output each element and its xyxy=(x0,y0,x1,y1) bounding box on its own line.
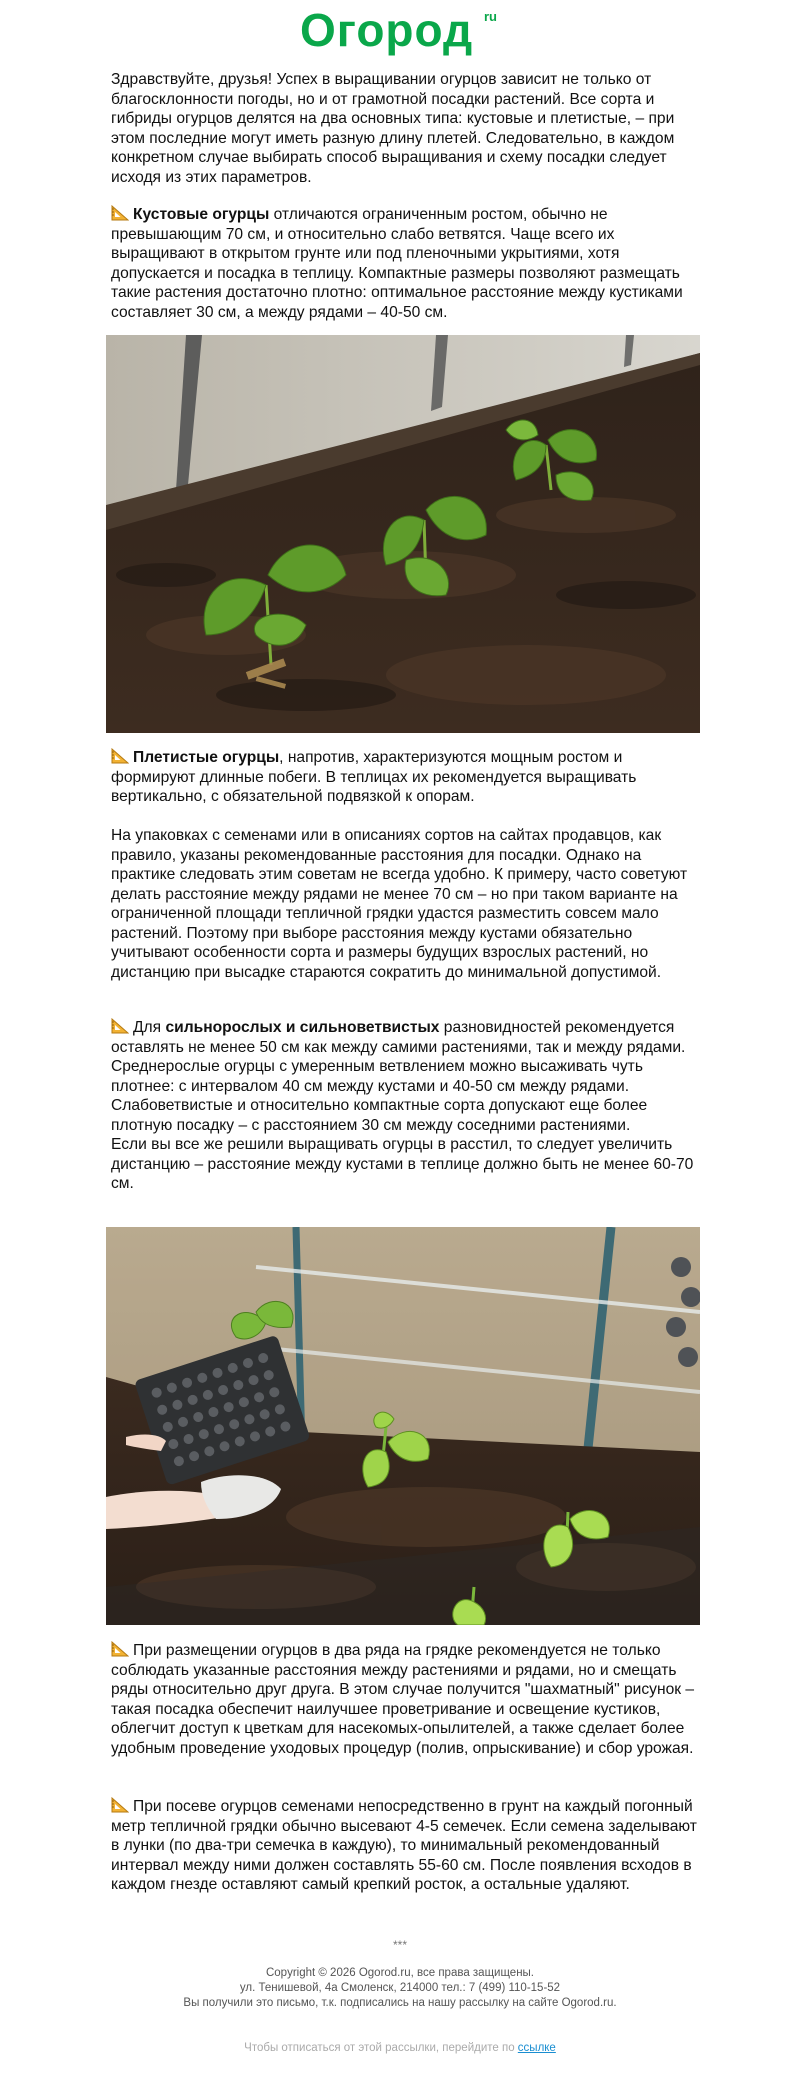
medium-text: Среднерослые огурцы с умеренным ветвлением можно высаживать чуть плотнее: с интервалом 40 см между кустами и 40-50 см между рядами. xyxy=(111,1058,643,1095)
intro-paragraph xyxy=(111,70,697,187)
triangular-ruler-icon xyxy=(111,1018,129,1034)
seeds-paragraph xyxy=(111,1797,697,1895)
footer-separator: *** xyxy=(392,1938,407,1952)
email-header xyxy=(0,0,800,60)
footer-reason: Вы получили это письмо, т.к. подписались на нашу рассылку на сайте Ogorod.ru. xyxy=(183,1997,617,2009)
footer-address: ул. Тенишевой, 4а Смоленск, 214000 тел.: 7 (499) 110-15-52 xyxy=(239,1982,561,1994)
tall-prefix: Для xyxy=(133,1019,166,1036)
ogorod-logo[interactable] xyxy=(300,6,510,54)
intro-text: Здравствуйте, друзья! Успех в выращивании огурцов зависит не только от благосклонности погоды, но и от грамотной посадки растений. Все сорта и гибриды огурцов делятся на два основных типа: кустовые и плетистые, – при этом последние могут иметь разную длину плетей. Следовательно, в каждом конкретном случае выбирать способ выращивания и схему посадки следует исходя из этих параметров. xyxy=(111,71,675,186)
trellis-text: Если вы все же решили выращивать огурцы в расстил, то следует увеличить дистанцию – расстояние между кустами в теплице должно быть не менее 60-70 см. xyxy=(111,1136,694,1192)
bush-text: отличаются ограниченным ростом, обычно не превышающим 70 см, и относительно слабо ветвятся. Чаще всего их выращивают в открытом грунте или под пленочными укрытиями, хотя допускается и посадка в теплицу. Компактные размеры позволяют размещать такие растения достаточно плотно: оптимальное расстояние между кустиками составляет 30 см, а между рядами – 40-50 см. xyxy=(111,206,683,321)
unsubscribe-link[interactable]: ссылке xyxy=(517,2042,556,2054)
vine-title: Плетистые огурцы xyxy=(133,749,280,766)
vine-text: , напротив, характеризуются мощным ростом и формируют длинные побеги. В теплицах их рекомендуется выращивать вертикально, с обязательной подвязкой к опорам. xyxy=(111,749,637,805)
tall-text: разновидностей рекомендуется оставлять не менее 50 см как между самими растениями, так и между рядами. xyxy=(111,1019,686,1056)
triangular-ruler-icon xyxy=(111,1641,129,1657)
photo-cucumber-seedlings-greenhouse xyxy=(106,335,700,733)
logo-text: Огород xyxy=(300,4,474,56)
seed-packages-paragraph xyxy=(111,826,697,982)
footer-unsubscribe xyxy=(0,2041,800,2056)
packages-text: На упаковках с семенами или в описаниях сортов на сайтах продавцов, как правило, указаны рекомендованные расстояния для посадки. Однако на практике следовать этим советам не всегда удобно. К примеру, часто советуют делать расстояние между рядами не менее 70 см – но при таком варианте на ограниченной площади тепличной грядки удастся разместить совсем мало растений. Поэтому при выборе расстояния между кустами обязательно учитывают особенности сорта и размеры будущих взрослых растений, но дистанцию при высадке стараются сократить до минимальной допустимой. xyxy=(111,827,688,981)
vine-cucumbers-paragraph xyxy=(111,748,697,807)
tall-title: сильнорослых и сильноветвистых xyxy=(165,1019,440,1036)
unsubscribe-text: Чтобы отписаться от этой рассылки, перейдите по xyxy=(244,2042,518,2054)
logo-suffix: ru xyxy=(484,9,497,24)
footer-info xyxy=(0,1966,800,2011)
photo-planting-seedlings-from-tray xyxy=(106,1227,700,1625)
triangular-ruler-icon xyxy=(111,205,129,221)
spacing-paragraph xyxy=(111,1018,697,1194)
chess-pattern-paragraph xyxy=(111,1641,697,1758)
chess-text: При размещении огурцов в два ряда на грядке рекомендуется не только соблюдать указанные расстояния между растениями и рядами, но и смещать ряды относительно друг друга. В этом случае получится "шахматный" рисунок – такая посадка обеспечит наилучшее проветривание и освещение кустиков, облегчит доступ к цветкам для насекомых-опылителей, а также сделает более удобным проведение уходовых процедур (полив, опрыскивание) и сбор урожая. xyxy=(111,1642,695,1757)
seeds-text: При посеве огурцов семенами непосредственно в грунт на каждый погонный метр тепличной грядки обычно высевают 4-5 семечек. Если семена заделывают в лунки (по два-три семечка в каждую), то минимальный рекомендованный интервал между ними должен составлять 55-60 см. После появления всходов в каждом гнезде оставляют самый крепкий росток, а остальные удаляют. xyxy=(111,1798,697,1893)
bush-title: Кустовые огурцы xyxy=(133,206,270,223)
weak-text: Слабоветвистые и относительно компактные сорта допускают еще более плотную посадку – с расстоянием 30 см между соседними растениями. xyxy=(111,1097,648,1134)
bush-cucumbers-paragraph xyxy=(111,205,697,322)
triangular-ruler-icon xyxy=(111,1797,129,1813)
footer-copyright: Copyright © 2026 Ogorod.ru, все права защищены. xyxy=(265,1967,535,1979)
triangular-ruler-icon xyxy=(111,748,129,764)
